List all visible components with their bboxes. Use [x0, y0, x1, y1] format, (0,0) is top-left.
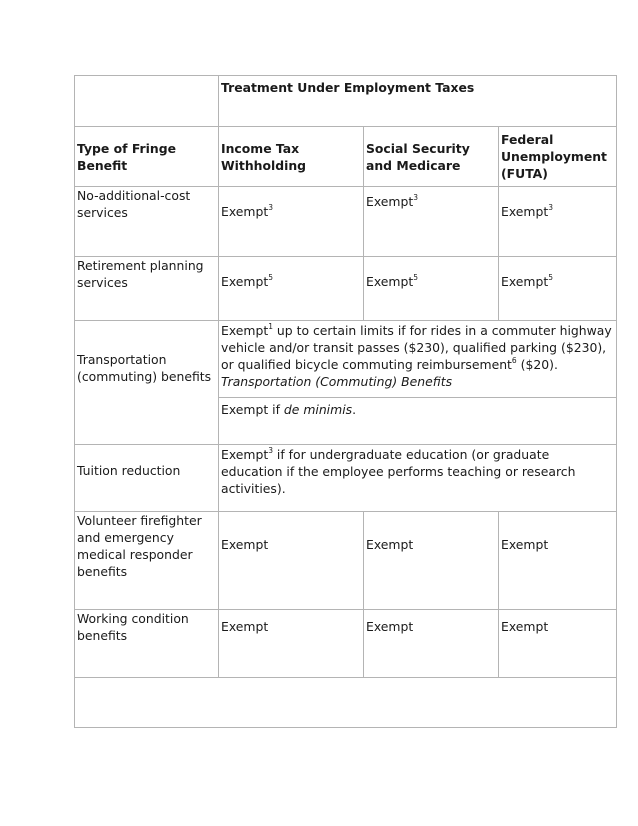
social-security-cell: Exempt: [364, 512, 499, 610]
social-security-cell: Exempt$^3$: [364, 187, 499, 257]
header-futa: Federal Unemployment (FUTA): [499, 127, 617, 187]
futa-cell: Exempt: [499, 512, 617, 610]
table-row: [75, 187, 617, 257]
income-tax-cell: Exempt: [219, 512, 364, 610]
table-row: [75, 257, 617, 321]
fringe-benefit-table: [74, 75, 617, 728]
table-row: [75, 445, 617, 512]
futa-cell: Exempt: [499, 610, 617, 678]
table-row: [75, 321, 617, 398]
benefit-cell: No-additional-cost services: [75, 187, 219, 257]
table-row: [75, 610, 617, 678]
benefit-cell: Transportation (commuting) benefits: [75, 321, 219, 445]
social-security-cell: Exempt$^5$: [364, 257, 499, 321]
income-tax-cell: Exempt$^5$: [219, 257, 364, 321]
benefit-cell: Tuition reduction: [75, 445, 219, 512]
futa-cell: Exempt$^3$: [499, 187, 617, 257]
benefit-cell: Volunteer firefighter and emergency medical responder benefits: [75, 512, 219, 610]
header-social-security: Social Security and Medicare: [364, 127, 499, 187]
income-tax-cell: Exempt: [219, 610, 364, 678]
benefit-cell: Retirement planning services: [75, 257, 219, 321]
empty-cell: [75, 678, 617, 728]
group-header: Treatment Under Employment Taxes: [219, 76, 617, 127]
tuition-treatment-cell: Exempt$^3$ if for undergraduate education (or graduate education if the employee performs teaching or research activities).: [219, 445, 617, 512]
table-row: [75, 512, 617, 610]
empty-header-cell: [75, 76, 219, 127]
income-tax-cell: Exempt$^3$: [219, 187, 364, 257]
futa-cell: Exempt$^5$: [499, 257, 617, 321]
benefit-cell: Working condition benefits: [75, 610, 219, 678]
empty-row: [75, 678, 617, 728]
transportation-treatment-cell: Exempt$^1$ up to certain limits if for rides in a commuter highway vehicle and/or transit passes ($230), qualified parking ($230), or qualified bicycle commuting reimbursement$^6$ ($20). Transportation (Commuting) Benefits: [219, 321, 617, 398]
header-fringe-benefit: Type of Fringe Benefit: [75, 127, 219, 187]
social-security-cell: Exempt: [364, 610, 499, 678]
header-income-tax: Income Tax Withholding: [219, 127, 364, 187]
transportation-de-minimis-cell: Exempt if de minimis.: [219, 398, 617, 445]
